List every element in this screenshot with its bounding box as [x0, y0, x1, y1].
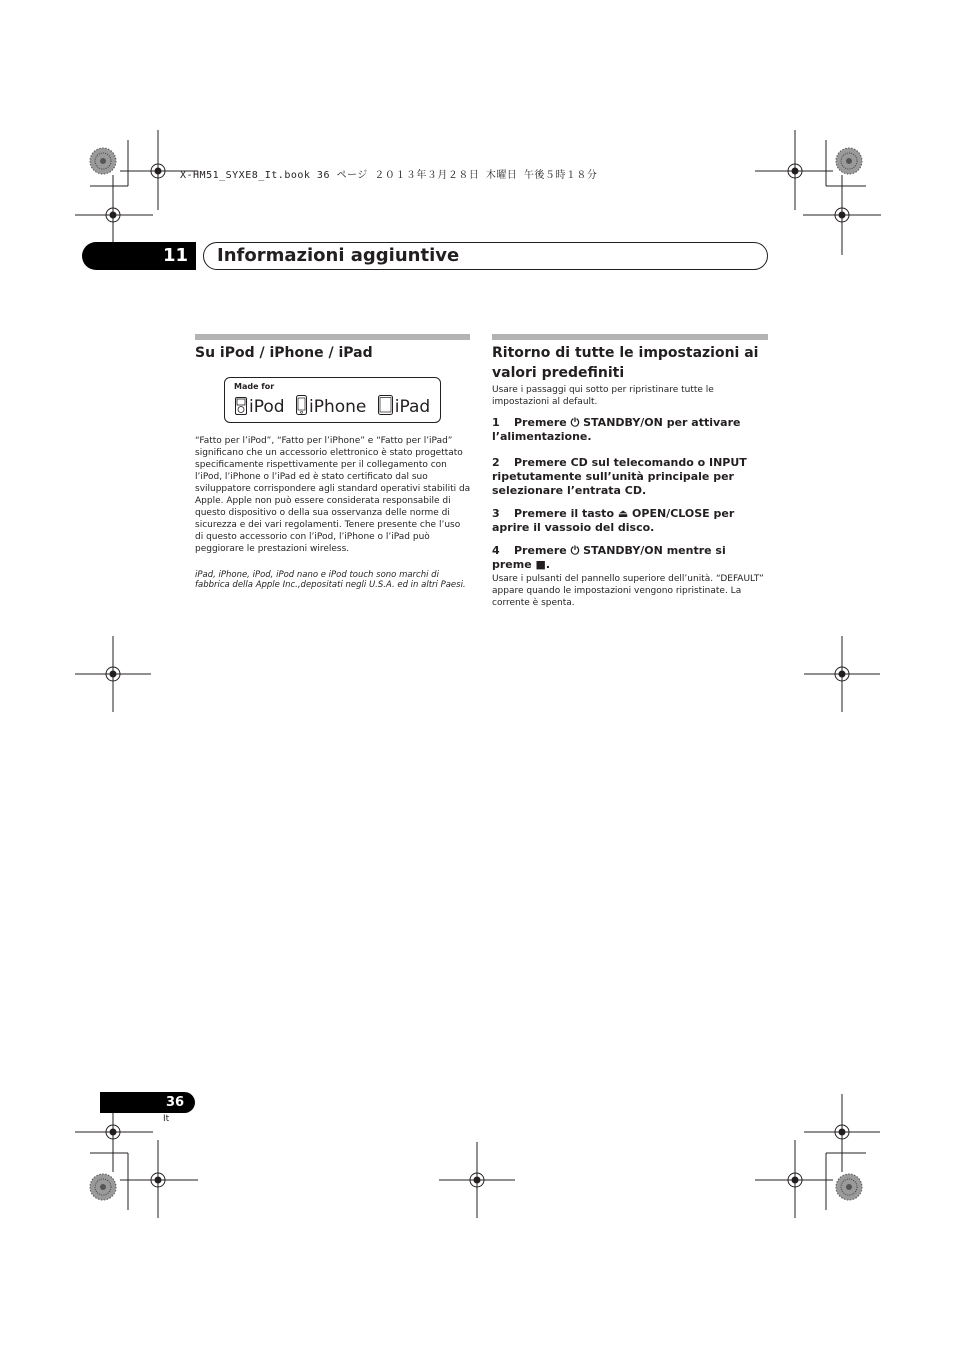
- chapter-title: Informazioni aggiuntive: [217, 245, 460, 266]
- step-number: 4: [492, 544, 500, 557]
- reset-step-4: [492, 544, 768, 572]
- step-number: 1: [492, 416, 500, 429]
- made-for-description: “Fatto per l’iPod”, “Fatto per l’iPhone” e “Fatto per l’iPad” significano che un accessorio elettronico è stato progettato specificamente rispettivamente per il collegamento con l’iPod, l’iPhone o l’iPad ed è stato certificato dal suo sviluppatore corrispondere agli standard operativi stabiliti da Apple. Apple non può essere considerata responsabile di questo dispositivo o della sua osservanza delle norme di sicurezza e dei vari regolamenti. Tenere presente che l’uso di questo accessorio con l’iPod, l’iPhone o l’iPad può peggiorare le prestazioni wireless.: [195, 436, 471, 554]
- page-number: 36: [165, 1095, 185, 1110]
- reset-step-3: [492, 507, 768, 535]
- reset-step-2: [492, 456, 768, 498]
- trademark-note: iPad, iPhone, iPod, iPod nano e iPod touch sono marchi di fabbrica della Apple Inc.,depositati negli U.S.A. ed in altri Paesi.: [195, 570, 466, 590]
- step-text: Premere ⏻ STANDBY/ON mentre si preme ■.: [492, 544, 726, 571]
- device-list: [235, 395, 436, 417]
- reset-step-1: [492, 416, 768, 444]
- ipod-label: iPod: [249, 397, 285, 417]
- step-text: Premere ⏻ STANDBY/ON per attivare l’alimentazione.: [492, 416, 741, 443]
- iphone-label: iPhone: [308, 397, 367, 417]
- ipad-icon: [378, 395, 393, 415]
- step-number: 3: [492, 507, 500, 520]
- chapter-number: 11: [163, 245, 189, 266]
- step-text: Premere CD sul telecomando o INPUT ripetutamente sull’unità principale per selezionare l’entrata CD.: [492, 456, 747, 497]
- section-divider-right: [492, 334, 768, 340]
- ipod-badge: [235, 397, 285, 417]
- step-number: 2: [492, 456, 500, 469]
- reset-intro: Usare i passaggi qui sotto per ripristinare tutte le impostazioni al default.: [492, 385, 714, 407]
- page-language: It: [163, 1114, 170, 1124]
- step-text: Premere il tasto ⏏ OPEN/CLOSE per aprire il vassoio del disco.: [492, 507, 735, 534]
- made-for-apple-logo: [224, 377, 441, 423]
- iphone-badge: [296, 395, 366, 417]
- section-title-ipod: Su iPod / iPhone / iPad: [195, 345, 373, 361]
- ipad-badge: [378, 395, 430, 417]
- iphone-icon: [296, 395, 307, 415]
- print-header-info: X-HM51_SYXE8_It.book 36 ページ ２０１３年３月２８日 木曜日 午後５時１８分: [180, 170, 598, 181]
- reset-outro: Usare i pulsanti del pannello superiore dell’unità. “DEFAULT” appare quando le impostazioni vengono ripristinate. La corrente è spenta.: [492, 574, 764, 608]
- section-divider-left: [195, 334, 470, 340]
- made-for-label: Made for: [234, 382, 275, 391]
- section-title-reset: Ritorno di tutte le impostazioni ai valori predefiniti: [492, 345, 759, 381]
- ipad-label: iPad: [394, 397, 431, 417]
- ipod-icon: [235, 397, 247, 415]
